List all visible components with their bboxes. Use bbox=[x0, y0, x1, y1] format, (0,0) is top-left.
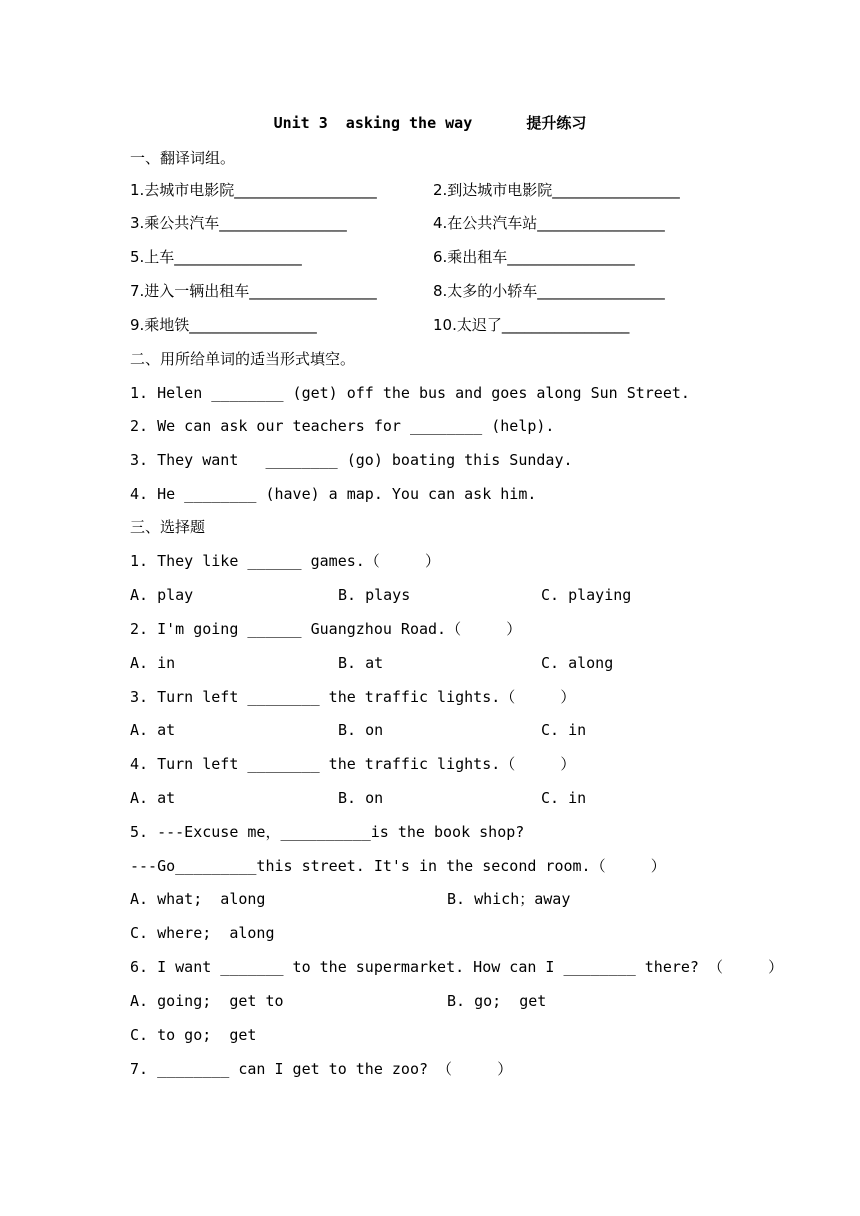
question-2: 2. I'm going ______ Guangzhou Road.（ ） bbox=[130, 620, 522, 638]
option-b: B. plays bbox=[338, 586, 411, 604]
option-a: A. in bbox=[130, 654, 176, 672]
section1-item: 3.乘公共汽车_________________ bbox=[130, 214, 347, 232]
question-4: 4. Turn left ________ the traffic lights.（ ） bbox=[130, 755, 576, 773]
section1-item: 9.乘地铁_________________ bbox=[130, 316, 317, 334]
option-a: A. at bbox=[130, 721, 176, 739]
option-b: B. on bbox=[338, 789, 384, 807]
option-c: C. where; along bbox=[130, 924, 275, 942]
option-b: B. on bbox=[338, 721, 384, 739]
question-6: 6. I want _______ to the supermarket. How can I ________ there? （ ） bbox=[130, 958, 784, 976]
option-b: B. at bbox=[338, 654, 384, 672]
option-b: B. go; get bbox=[447, 992, 547, 1010]
question-3: 3. Turn left ________ the traffic lights.（ ） bbox=[130, 688, 576, 706]
section1-item: 4.在公共汽车站_________________ bbox=[433, 214, 665, 232]
section1-item: 8.太多的小轿车_________________ bbox=[433, 282, 665, 300]
option-c: C. to go; get bbox=[130, 1026, 257, 1044]
section2-item: 3. They want ________ (go) boating this Sunday. bbox=[130, 451, 573, 469]
option-a: A. play bbox=[130, 586, 194, 604]
section1-item: 1.去城市电影院___________________ bbox=[130, 181, 377, 199]
section1-item: 7.进入一辆出租车_________________ bbox=[130, 282, 377, 300]
section1-heading: 一、翻译词组。 bbox=[130, 149, 236, 167]
section1-item: 5.上车_________________ bbox=[130, 248, 302, 266]
section1-item: 6.乘出租车_________________ bbox=[433, 248, 635, 266]
page-title: Unit 3 asking the way 提升练习 bbox=[273, 114, 587, 132]
option-a: A. at bbox=[130, 789, 176, 807]
question-1: 1. They like ______ games.（ ） bbox=[130, 552, 440, 570]
option-c: C. in bbox=[541, 721, 587, 739]
section2-item: 4. He ________ (have) a map. You can ask him. bbox=[130, 485, 537, 503]
option-a: A. what; along bbox=[130, 890, 266, 908]
section3-heading: 三、选择题 bbox=[130, 518, 206, 536]
option-b: B. which；away bbox=[447, 890, 571, 908]
option-c: C. playing bbox=[541, 586, 632, 604]
option-c: C. along bbox=[541, 654, 614, 672]
section1-item: 2.到达城市电影院_________________ bbox=[433, 181, 680, 199]
question-5-response: ---Go_________this street. It's in the second room.（ ） bbox=[130, 857, 666, 875]
option-c: C. in bbox=[541, 789, 587, 807]
question-5: 5. ---Excuse me，__________is the book shop? bbox=[130, 823, 525, 841]
section2-heading: 二、用所给单词的适当形式填空。 bbox=[130, 350, 356, 368]
option-a: A. going; get to bbox=[130, 992, 284, 1010]
question-7: 7. ________ can I get to the zoo? （ ） bbox=[130, 1060, 513, 1078]
section2-item: 1. Helen ________ (get) off the bus and goes along Sun Street. bbox=[130, 384, 690, 402]
section1-item: 10.太迟了_________________ bbox=[433, 316, 630, 334]
section2-item: 2. We can ask our teachers for ________ (help). bbox=[130, 417, 555, 435]
